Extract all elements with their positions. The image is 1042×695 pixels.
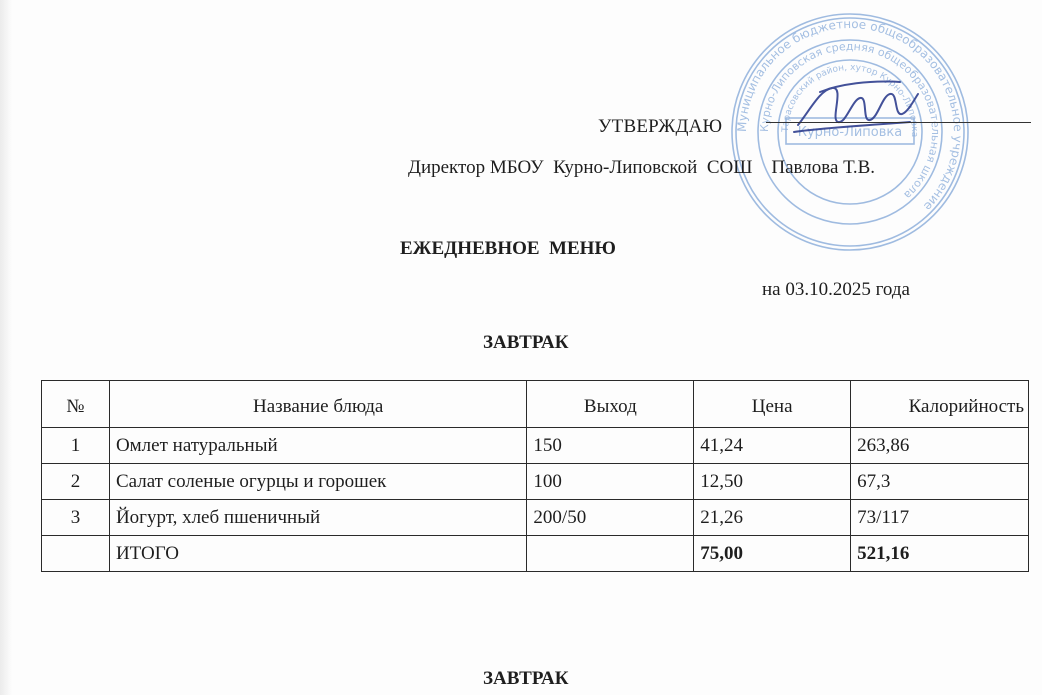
total-calories: 521,16 <box>851 536 1029 572</box>
column-header: Цена <box>694 381 851 428</box>
row-number: 1 <box>42 428 110 464</box>
column-header: Название блюда <box>109 381 526 428</box>
total-label: ИТОГО <box>109 536 526 572</box>
total-number-cell <box>42 536 110 572</box>
total-row <box>42 536 1029 572</box>
table-row <box>42 500 1029 536</box>
section-title-breakfast-2: ЗАВТРАК <box>483 668 569 689</box>
menu-table <box>41 380 1029 572</box>
dish-name: Йогурт, хлеб пшеничный <box>109 500 526 536</box>
portion-size: 150 <box>527 428 694 464</box>
column-header: Калорийность <box>851 381 1029 428</box>
dish-price: 41,24 <box>694 428 851 464</box>
dish-calories: 67,3 <box>851 464 1029 500</box>
table-row <box>42 464 1029 500</box>
portion-size: 100 <box>527 464 694 500</box>
stamp-middle-text: Курно-Липовская средняя общеобразовательная школа <box>757 39 943 202</box>
dish-calories: 263,86 <box>851 428 1029 464</box>
director-line: Директор МБОУ Курно-Липовской СОШ Павлова Т.В. <box>408 157 876 178</box>
portion-size: 200/50 <box>527 500 694 536</box>
column-header: Выход <box>527 381 694 428</box>
table-header-row <box>42 381 1029 428</box>
stamp-inner-text: Тарасовский район, хутор Курно-Липовка <box>780 62 920 138</box>
table-row <box>42 428 1029 464</box>
stamp-outer-text: Муниципальное бюджетное общеобразовательное учреждение <box>734 16 966 214</box>
total-price: 75,00 <box>694 536 851 572</box>
total-portion <box>527 536 694 572</box>
dish-name: Салат соленые огурцы и горошек <box>109 464 526 500</box>
scan-edge <box>0 0 12 695</box>
section-title-breakfast: ЗАВТРАК <box>483 332 569 353</box>
signature-line <box>766 122 1031 123</box>
dish-price: 12,50 <box>694 464 851 500</box>
column-header: № <box>42 381 110 428</box>
dish-name: Омлет натуральный <box>109 428 526 464</box>
director-signature <box>790 70 925 145</box>
row-number: 3 <box>42 500 110 536</box>
approve-label: УТВЕРЖДАЮ <box>598 116 723 137</box>
dish-calories: 73/117 <box>851 500 1029 536</box>
page-title: ЕЖЕДНЕВНОЕ МЕНЮ <box>400 238 616 259</box>
menu-date: на 03.10.2025 года <box>762 279 910 300</box>
dish-price: 21,26 <box>694 500 851 536</box>
stamp-center-text: Курно-Липовка <box>797 125 903 140</box>
row-number: 2 <box>42 464 110 500</box>
